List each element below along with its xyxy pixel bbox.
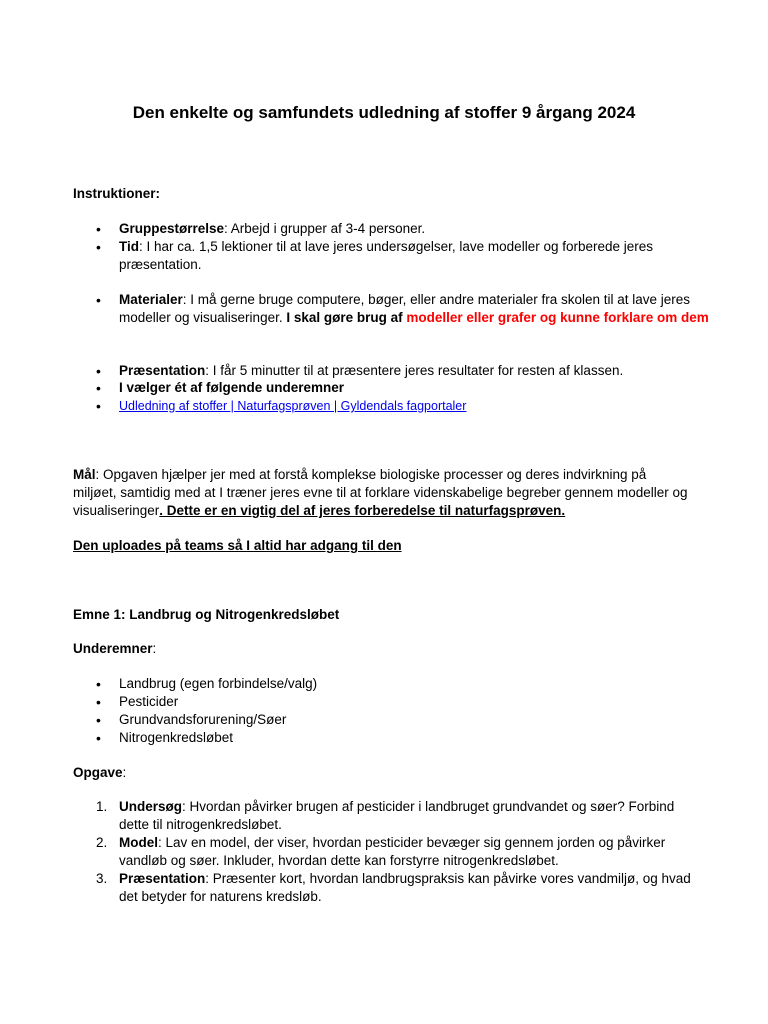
item-text: : I har ca. 1,5 lektioner til at lave jeres undersøgelser, lave modeller og forberede jeres præsentation. [119,239,654,272]
topic-heading: Emne 1: Landbrug og Nitrogenkredsløbet [73,607,340,622]
list-item: Grundvandsforurening/Søer [119,712,287,727]
task-heading: Opgave: [73,765,127,780]
bullet-icon: • [96,712,101,728]
list-number: 2. [96,835,108,850]
list-item-presentation [119,362,719,380]
item-text: : I får 5 minutter til at præsentere jeres resultater for resten af klassen. [205,363,624,378]
item-text: : I må gerne bruge computere, bøger, eller andre materialer fra skolen til at lave jeres modeller og visualiseringer. [119,292,691,325]
bullet-icon: • [96,292,101,308]
list-number: 3. [96,871,108,886]
document-title: Den enkelte og samfundets udledning af stoffer 9 årgang 2024 [132,103,636,122]
list-item-materials [119,291,719,327]
list-item: Nitrogenkredsløbet [119,730,234,745]
list-item-choose: I vælger ét af følgende underemner [119,380,345,395]
list-item-group-size [119,220,719,238]
item-label: Tid [119,239,139,254]
bullet-icon: • [96,398,101,414]
bullet-icon: • [96,221,101,237]
item-label: Gruppestørrelse [119,221,225,236]
bullet-icon: • [96,694,101,710]
bullet-icon: • [96,363,101,379]
item-label: Materialer [119,292,183,307]
subtopics-heading: Underemner: [73,641,157,656]
task-item-model: Model: Lav en model, der viser, hvordan pesticider bevæger sig gennem jorden og påvirker vandløb og søer. Inkluder, hvordan dette kan forstyrre nitrogenkredsløbet. [119,835,666,868]
goal-underlined: . Dette er en vigtig del af jeres forberedelse til naturfagsprøven. [159,503,566,518]
instructions-heading: Instruktioner: [73,186,161,201]
item-bold-text: I skal gøre brug af [286,310,407,325]
upload-note: Den uploades på teams så I altid har adgang til den [73,538,402,553]
bullet-icon: • [96,239,101,255]
bullet-icon: • [96,380,101,396]
gyldendal-link[interactable]: Udledning af stoffer | Naturfagsprøven | Gyldendals fagportaler [119,399,467,413]
list-item-link [119,397,719,415]
list-item-time [119,238,719,274]
list-number: 1. [96,799,108,814]
goal-label: Mål [73,467,96,482]
goal-paragraph [73,466,693,520]
bullet-icon: • [96,730,101,746]
list-item: Landbrug (egen forbindelse/valg) [119,676,318,691]
item-text: : Arbejd i grupper af 3-4 personer. [224,221,426,236]
goal-text: : Opgaven hjælper jer med at forstå komplekse biologiske processer og deres indvirkning på miljøet, samtidig med at I træner jeres evne til at forklare videnskabelige begreber gennem modeller og visualiseringer [73,467,688,518]
bullet-icon: • [96,676,101,692]
task-item-investigate: Undersøg: Hvordan påvirker brugen af pesticider i landbruget grundvandet og søer? Forbind dette til nitrogenkredsløbet. [119,799,675,832]
item-label: Præsentation [119,363,206,378]
task-item-presentation: Præsentation: Præsenter kort, hvordan landbrugspraksis kan påvirke vores vandmiljø, og hvad det betyder for naturens kredsløb. [119,871,691,904]
list-item: Pesticider [119,694,179,709]
item-red-text: modeller eller grafer og kunne forklare om dem [406,310,709,325]
